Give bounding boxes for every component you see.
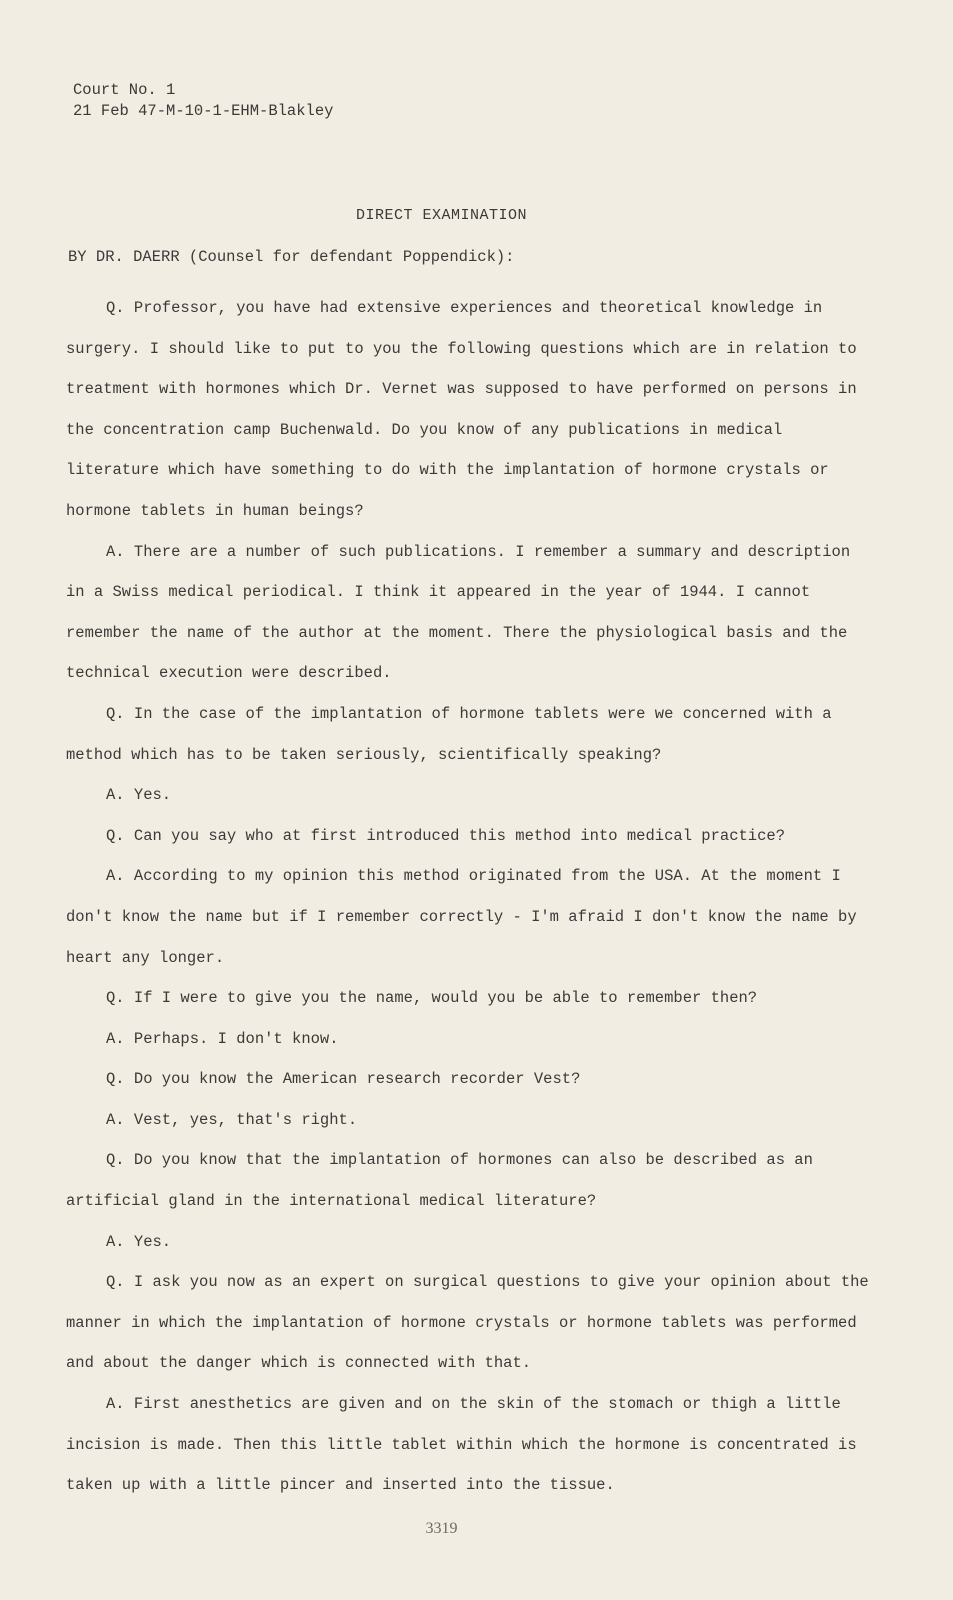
testimony-paragraph: A. According to my opinion this method originated from the USA. At the moment I don't know the name but if I remember correctly - I'm afraid I don't know the name by heart any longer. [66, 867, 857, 967]
testimony-paragraph: A. Vest, yes, that's right. [106, 1110, 358, 1129]
transcript-reference: 21 Feb 47-M-10-1-EHM-Blakley [73, 102, 334, 120]
testimony-paragraph: A. There are a number of such publications. I remember a summary and description in a Swiss medical periodical. I think it appeared in the year of 1944. I cannot remember the name of the author at the moment. There the physiological basis and the technical execution were described. [66, 542, 851, 683]
testimony-paragraph: Q. Professor, you have had extensive experiences and theoretical knowledge in surgery. I should like to put to you the following questions which are in relation to treatment with hormones which Dr. Vernet was supposed to have performed on persons in the concentration camp Buchenwald. Do you know of any publications in medical literature which have something to do with the implantation of hormone crystals or hormone tablets in human beings? [66, 299, 857, 520]
testimony-paragraph: A. Yes. [106, 786, 172, 805]
testimony-paragraph: Q. Do you know that the implantation of hormones can also be described as an artificial gland in the international medical literature? [66, 1151, 813, 1211]
testimony-paragraph: A. Perhaps. I don't know. [106, 1029, 339, 1048]
testimony-paragraph: Q. If I were to give you the name, would you be able to remember then? [106, 989, 758, 1008]
testimony-paragraph: Q. Can you say who at first introduced this method into medical practice? [106, 826, 786, 845]
testimony-paragraph: Q. I ask you now as an expert on surgical questions to give your opinion about the manner in which the implantation of hormone crystals or hormone tablets was performed and about the danger which is connected with that. [66, 1273, 869, 1373]
testimony-paragraph: A. Yes. [106, 1232, 172, 1251]
testimony-paragraph: Q. In the case of the implantation of hormone tablets were we concerned with a method which has to be taken seriously, scientifically speaking? [66, 704, 832, 764]
page-number: 3319 [425, 1520, 458, 1537]
document-header [73, 80, 333, 122]
testimony-paragraph: Q. Do you know the American research recorder Vest? [106, 1070, 581, 1089]
section-title: DIRECT EXAMINATION [355, 207, 528, 224]
examiner-line: BY DR. DAERR (Counsel for defendant Poppendick): [68, 248, 515, 266]
testimony-paragraph: A. First anesthetics are given and on the skin of the stomach or thigh a little incision is made. Then this little tablet within which the hormone is concentrated is taken up with a little pincer and inserted into the tissue. [66, 1395, 857, 1495]
testimony-body [66, 288, 876, 1506]
court-number: Court No. 1 [73, 81, 176, 99]
